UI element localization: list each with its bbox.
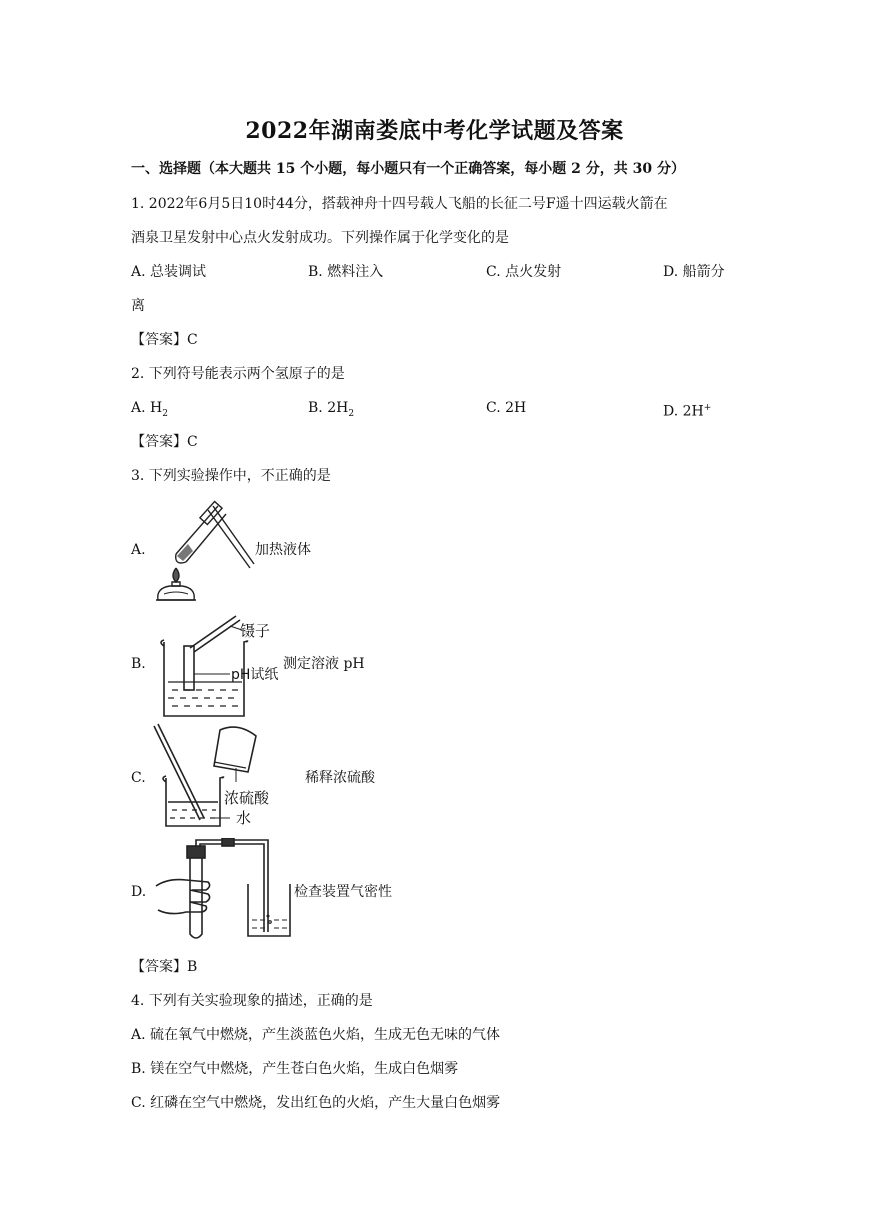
q4-option-b: B. 镁在空气中燃烧，产生苍白色火焰，生成白色烟雾 — [131, 1061, 459, 1077]
q2-option-d: D. 2H+ — [663, 403, 712, 420]
q3-answer: 【答案】B — [131, 959, 198, 975]
page-title: 2022年湖南娄底中考化学试题及答案 — [245, 118, 624, 144]
q1-option-b: B. 燃料注入 — [308, 264, 384, 280]
ph-paper-label: pH试纸 — [231, 667, 279, 683]
heating-liquid-figure — [150, 496, 255, 604]
q1-option-c: C. 点火发射 — [486, 264, 562, 280]
airtightness-figure — [150, 838, 295, 944]
q2-option-a: A. $H_2$ — [131, 400, 168, 419]
q4-option-c: C. 红磷在空气中燃烧，发出红色的火焰，产生大量白色烟雾 — [131, 1095, 501, 1111]
q3-option-b-caption: 测定溶液 pH — [283, 656, 365, 672]
q3-option-c-letter: C. — [131, 770, 146, 786]
q3-option-a-letter: A. — [131, 542, 146, 558]
section-heading: 一、选择题（本大题共 15 个小题，每小题只有一个正确答案，每小题 2 分，共 30 分） — [131, 161, 685, 177]
q3-option-b-letter: B. — [131, 656, 146, 672]
water-label: 水 — [236, 809, 252, 827]
q1-option-a: A. 总装调试 — [131, 264, 207, 280]
q1-stem-line2: 酒泉卫星发射中心点火发射成功。下列操作属于化学变化的是 — [131, 230, 509, 246]
q1-option-d: D. 船箭分 — [663, 264, 725, 280]
q1-stem-line1: 1. 2022年6月5日10时44分，搭载神舟十四号载人飞船的长征二号F遥十四运载火箭在 — [131, 196, 668, 212]
q3-option-c-caption: 稀释浓硫酸 — [305, 770, 375, 786]
tweezers-label: 镊子 — [240, 622, 271, 640]
q2-option-b: B. $2H_2$ — [308, 400, 355, 419]
q3-option-a-caption: 加热液体 — [255, 542, 311, 558]
q3-option-d-caption: 检查装置气密性 — [294, 884, 392, 900]
concentrated-acid-label: 浓硫酸 — [224, 789, 270, 807]
q2-option-c: C. 2H — [486, 400, 527, 416]
q1-answer: 【答案】C — [131, 332, 198, 348]
dilute-acid-figure — [150, 722, 270, 830]
q2-answer: 【答案】C — [131, 434, 198, 450]
q2-stem: 2. 下列符号能表示两个氢原子的是 — [131, 366, 345, 382]
q1-option-d-wrap: 离 — [131, 298, 145, 314]
q4-stem: 4. 下列有关实验现象的描述，正确的是 — [131, 993, 373, 1009]
q3-stem: 3. 下列实验操作中，不正确的是 — [131, 468, 331, 484]
q3-option-d-letter: D. — [131, 884, 147, 900]
q4-option-a: A. 硫在氧气中燃烧，产生淡蓝色火焰，生成无色无味的气体 — [131, 1027, 501, 1043]
